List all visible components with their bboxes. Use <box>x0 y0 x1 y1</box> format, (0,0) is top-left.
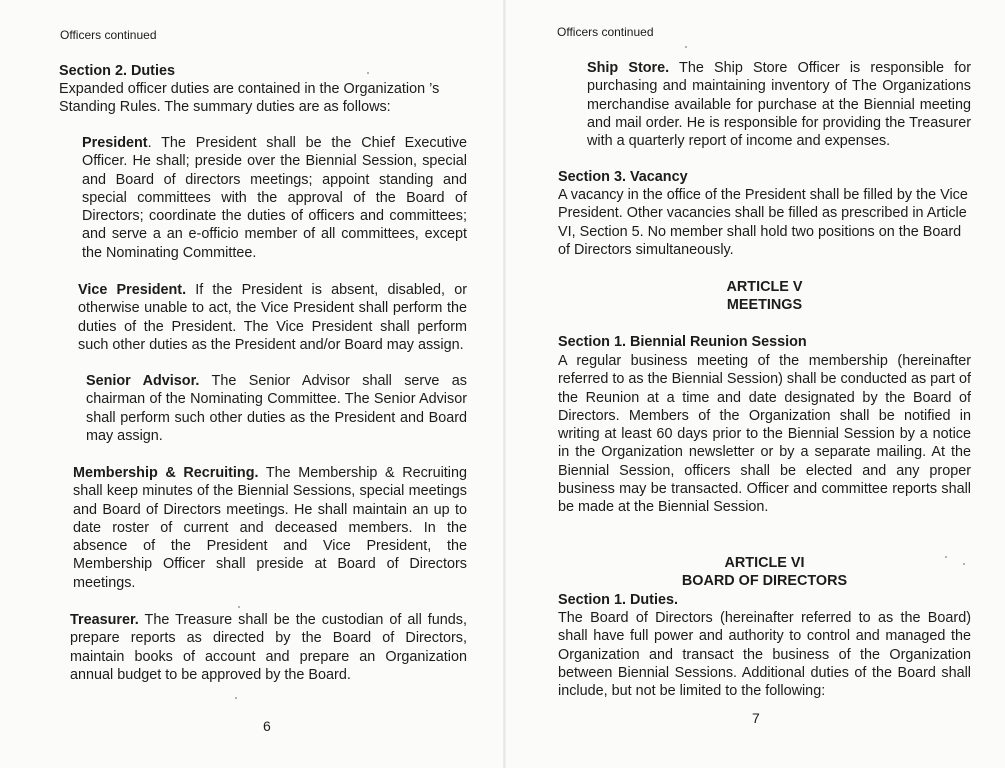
president-text: . The President shall be the Chief Executive Officer. He shall; preside over the Biennial Session, special and Board of directors meetings; appoint standing and special committees with the approval of the Board of Directors; coordinate the duties of officers and committees; and serve a an e-officio member of all committees, except the Nominating Committee. <box>82 135 467 261</box>
senior-advisor-text: The Senior Advisor shall serve as chairman of the Nominating Committee. The Senior Advisor shall perform such other duties as the President and Board may assign. <box>86 373 467 444</box>
page-number: 6 <box>263 718 271 734</box>
article-v-subtitle: MEETINGS <box>726 297 803 313</box>
paper-speck <box>685 46 687 48</box>
president-paragraph <box>59 134 467 262</box>
vacancy-paragraph: A vacancy in the office of the President shall be filled by the Vice President. Other vacancies shall be filled as prescribed in Article VI, Section 5. No member shall hold two positions on the Board of Directors simultaneously. <box>558 187 968 258</box>
membership-term: Membership & Recruiting. <box>73 465 259 481</box>
vice-president-text: If the President is absent, disabled, or otherwise unable to act, the Vice President shall perform the duties of the President. The Vice President shall perform such other duties as the President and/or Board may assign. <box>78 282 467 353</box>
vice-president-term: Vice President. <box>78 282 187 298</box>
section-heading: Section 2. Duties <box>59 63 175 79</box>
membership-paragraph <box>59 464 467 592</box>
running-head: Officers continued <box>60 28 157 42</box>
senior-advisor-paragraph <box>59 372 467 445</box>
reunion-session-paragraph: A regular business meeting of the membership (hereinafter referred to as the Biennial Session) shall be conducted as part of the Reunion at a time and date designated by the Board of Directors. Members of the Organization shall be notified in writing at least 60 days prior to the Biennial Session by a notice in the Organization newsletter or by a separate mailing. At the Biennial Session, officers shall be elected and any proper business may be transacted. Officer and committee reports shall be made at the Biennial Session. <box>558 353 971 516</box>
vice-president-paragraph <box>59 281 467 354</box>
vacancy-heading: Section 3. Vacancy <box>558 169 688 185</box>
board-duties-heading: Section 1. Duties. <box>558 592 678 608</box>
treasurer-term: Treasurer. <box>70 612 139 628</box>
treasurer-text: The Treasure shall be the custodian of all funds, prepare reports as directed by the Board of Directors, maintain books of account and prepare an Organization annual budget to be approved by the Board. <box>70 612 467 683</box>
senior-advisor-term: Senior Advisor. <box>86 373 200 389</box>
board-duties-paragraph: The Board of Directors (hereinafter referred to as the Board) shall have full power and authority to control and managed the Organization and transact the business of the Organization between Biennial Sessions. Additional duties of the Board shall include, but not be limited to the following: <box>558 610 971 700</box>
running-head: Officers continued <box>557 25 654 39</box>
paper-speck <box>235 697 237 699</box>
paper-speck <box>945 556 947 558</box>
intro-paragraph: Expanded officer duties are contained in the Organization ’s Standing Rules. The summary duties are as follows: <box>59 81 440 116</box>
article-v-title: ARTICLE V <box>726 279 803 295</box>
ship-store-text: The Ship Store Officer is responsible for purchasing and maintaining inventory of The Organizations merchandise available for purchase at the Biennial meeting and mail order. He is responsible for providing the Treasurer with a quarterly report of income and expenses. <box>587 60 971 150</box>
page-number: 7 <box>752 710 760 726</box>
article-vi-title: ARTICLE VI <box>724 555 805 571</box>
right-page <box>505 0 1005 768</box>
membership-text: The Membership & Recruiting shall keep minutes of the Biennial Sessions, special meetings and Board of Directors meetings. He shall maintain an up to date roster of current and deceased members. In the absence of the President and Vice President, the Membership Officer shall preside at Board of Directors meetings. <box>73 465 468 591</box>
paper-speck <box>238 606 240 608</box>
paper-speck <box>963 563 965 565</box>
ship-store-term: Ship Store. <box>587 60 670 76</box>
article-vi-subtitle: BOARD OF DIRECTORS <box>681 573 848 589</box>
reunion-session-heading: Section 1. Biennial Reunion Session <box>558 334 807 350</box>
president-term: President <box>82 135 148 151</box>
ship-store-paragraph <box>558 59 971 150</box>
treasurer-paragraph <box>59 611 467 684</box>
paper-speck <box>367 72 369 74</box>
